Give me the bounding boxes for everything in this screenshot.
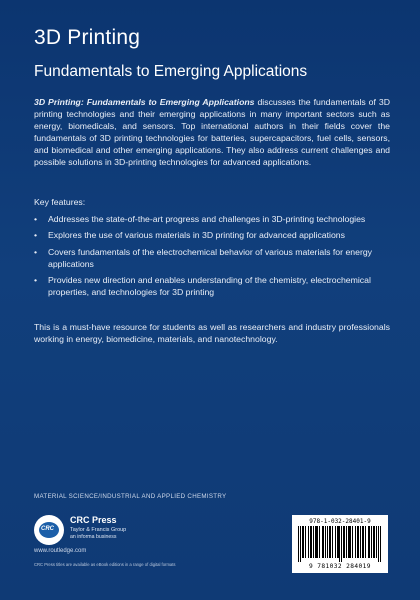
key-features-heading: Key features: [34,197,86,207]
list-item [34,275,384,299]
feature-text: Addresses the state-of-the-art progress and challenges in 3D-printing technologies [48,214,366,224]
key-features-list [34,214,384,303]
intro-paragraph [34,97,390,168]
publisher-name: CRC Press [70,515,117,525]
logo-text: CRC [41,526,54,532]
feature-text: Explores the use of various materials in 3D printing for advanced applications [48,230,345,241]
isbn-bottom-text: 9 781032 284019 [309,563,371,570]
intro-text: discusses the fundamentals of 3D printing technologies and their emerging applications in many important sectors such as energy, biomedicals, and sensors. Top international authors in their fields cover the fundamentals of 3D printing technologies for batteries, supercapacitors, fuel cells, sensors, and biomedical and other emerging applications. They also address current challenges and possible solutions in 3D-printing technologies for advanced applications. [34,97,390,167]
feature-text: Provides new direction and enables understanding of the chemistry, electrochemical properties, and technologies for 3D printing [48,275,371,298]
bullet-icon: • [34,214,38,224]
isbn-top-text: 978-1-032-28401-9 [309,518,371,525]
bullet-icon: • [34,246,38,257]
list-item [34,247,384,271]
list-item [34,214,384,226]
barcode [292,515,388,573]
barcode-icon [298,526,382,562]
feature-text: Covers fundamentals of the electrochemical behavior of various materials for energy applications [48,246,373,269]
publisher-business: an informa business [70,534,117,540]
intro-title-phrase: 3D Printing: Fundamentals to Emerging Applications [34,97,255,107]
bullet-icon: • [34,275,38,286]
closing-paragraph: This is a must-have resource for students as well as researchers and industry professionals working in energy, biomedicine, materials, and nanotechnology. [34,322,390,344]
list-item [34,230,384,242]
publisher-website: www.routledge.com [34,548,87,554]
trademark-notice: CRC Press titles are available as eBook editions in a range of digital formats [34,562,176,567]
publisher-group: Taylor & Francis Group [70,527,127,533]
book-title: 3D Printing [34,26,141,49]
bullet-icon: • [34,230,38,241]
book-subtitle: Fundamentals to Emerging Applications [34,63,308,80]
subject-category: MATERIAL SCIENCE/INDUSTRIAL AND APPLIED CHEMISTRY [34,493,227,500]
crc-logo-icon [34,515,64,545]
